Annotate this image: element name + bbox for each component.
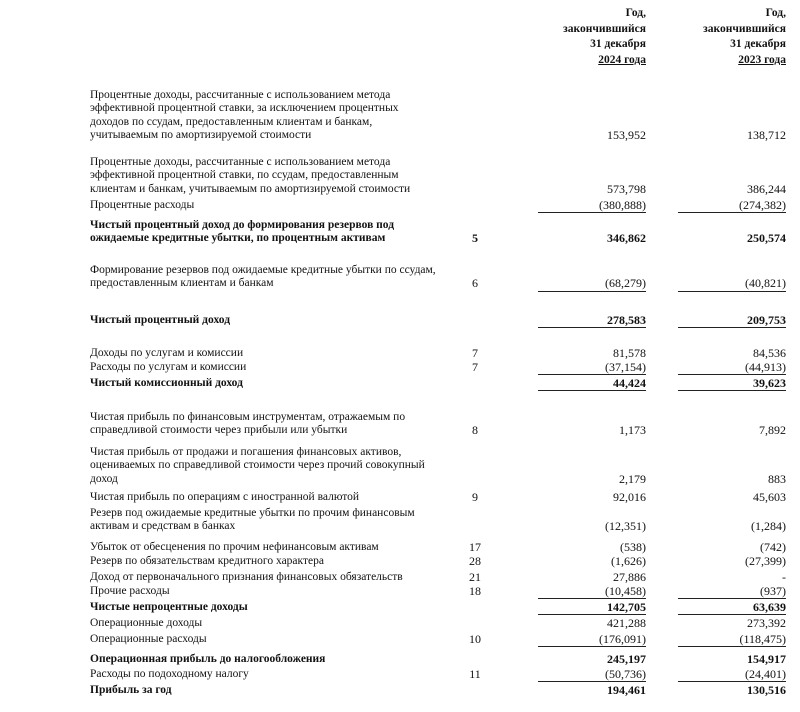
value-2023: 7,892 — [759, 423, 786, 438]
row-label: Процентные расходы — [90, 199, 195, 211]
value-2023: 386,244 — [747, 181, 786, 196]
value-2023: (27,399) — [745, 554, 786, 568]
value-2023: (1,284) — [751, 519, 786, 534]
row-label: Расходы по подоходному налогу — [90, 668, 249, 680]
row-label: Чистый комиссионный доход — [90, 377, 243, 389]
row-note: 6 — [472, 276, 478, 291]
value-2023: 250,574 — [747, 231, 786, 246]
value-2023: (274,382) — [678, 199, 786, 213]
row-label: Доход от первоначального признания финансовых обязательств — [90, 571, 403, 583]
header-line: 31 декабря — [730, 38, 786, 50]
value-2024: (12,351) — [605, 519, 646, 534]
value-2024: 27,886 — [613, 570, 646, 584]
value-2023: (44,913) — [678, 361, 786, 375]
row-note: 21 — [469, 570, 481, 584]
row-note: 18 — [469, 584, 481, 598]
row-label: Резерв по обязательствам кредитного характера — [90, 555, 324, 567]
row-label: Операционные расходы — [90, 633, 207, 645]
value-2024: (37,154) — [538, 361, 646, 375]
row-label: Процентные доходы, рассчитанные с использованием метода эффективной процентной ставки, по ссудам, предоставленным клиентам и банкам, учитываемым по амортизируемой стоимости — [90, 156, 411, 195]
value-2024: 153,952 — [607, 128, 646, 143]
row-note: 9 — [472, 490, 478, 504]
value-2024: 194,461 — [607, 683, 646, 697]
value-2023: 138,712 — [747, 128, 786, 143]
value-2024: (10,458) — [538, 585, 646, 599]
value-2024: 1,173 — [619, 423, 646, 438]
row-label: Формирование резервов под ожидаемые кредитные убытки по ссудам, предоставленным клиентам и банкам — [90, 264, 436, 290]
column-header-2023 — [656, 6, 786, 68]
row-label: Чистый процентный доход — [90, 314, 231, 326]
row-label: Операционные доходы — [90, 617, 203, 629]
value-2023: 883 — [768, 471, 786, 486]
value-2024: 142,705 — [538, 601, 646, 615]
row-label: Чистая прибыль от продажи и погашения финансовых активов, оцениваемых по справедливой стоимости через прочий совокупный доход — [90, 446, 425, 485]
row-label: Резерв под ожидаемые кредитные убытки по прочим финансовым активам и средствам в банках — [90, 507, 415, 533]
row-note: 17 — [469, 540, 481, 554]
value-2023: 39,623 — [678, 377, 786, 391]
row-label: Операционная прибыль до налогообложения — [90, 653, 326, 665]
value-2024: 2,179 — [619, 471, 646, 486]
value-2024: 92,016 — [613, 490, 646, 504]
header-line: 31 декабря — [590, 38, 646, 50]
row-label: Прибыль за год — [90, 684, 172, 696]
value-2023: - — [782, 570, 786, 584]
value-2024: 573,798 — [607, 181, 646, 196]
row-note: 8 — [472, 423, 478, 438]
header-line: Год, — [765, 7, 786, 19]
row-label: Чистая прибыль по финансовым инструментам, отражаемым по справедливой стоимости через прибыли или убытки — [90, 411, 406, 437]
row-note: 10 — [469, 632, 481, 646]
value-2024: (538) — [620, 540, 646, 554]
column-header-2024 — [516, 6, 646, 68]
value-2023: 154,917 — [747, 652, 786, 666]
value-2024: (176,091) — [538, 633, 646, 647]
value-2024: 346,862 — [607, 231, 646, 246]
row-label: Расходы по услугам и комиссии — [90, 361, 247, 373]
value-2024: 81,578 — [613, 346, 646, 360]
row-note: 28 — [469, 554, 481, 568]
value-2024: 421,288 — [607, 616, 646, 630]
value-2023: 84,536 — [753, 346, 786, 360]
row-label: Доходы по услугам и комиссии — [90, 347, 244, 359]
row-note: 5 — [472, 231, 478, 246]
value-2023: (40,821) — [678, 277, 786, 291]
value-2023: (24,401) — [678, 668, 786, 682]
row-note: 7 — [472, 360, 478, 374]
value-2024: 278,583 — [538, 314, 646, 328]
value-2023: 273,392 — [747, 616, 786, 630]
header-line: закончившийся — [703, 22, 786, 35]
value-2024: (68,279) — [538, 277, 646, 291]
value-2024: 245,197 — [607, 652, 646, 666]
value-2023: (742) — [760, 540, 786, 554]
value-2023: (937) — [678, 585, 786, 599]
value-2023: (118,475) — [678, 633, 786, 647]
row-label: Чистая прибыль по операциям с иностранной валютой — [90, 491, 360, 503]
header-line: 2024 года — [598, 53, 646, 66]
row-label: Убыток от обесценения по прочим нефинансовым активам — [90, 541, 379, 553]
value-2023: 209,753 — [678, 314, 786, 328]
value-2024: (380,888) — [538, 199, 646, 213]
header-line: Год, — [625, 7, 646, 19]
row-note: 7 — [472, 346, 478, 360]
value-2024: (50,736) — [538, 668, 646, 682]
value-2023: 130,516 — [747, 683, 786, 697]
value-2023: 63,639 — [678, 601, 786, 615]
row-label: Прочие расходы — [90, 585, 170, 597]
row-label: Чистый процентный доход до формирования резервов под ожидаемые кредитные убытки, по процентным активам — [90, 219, 395, 245]
row-label: Чистые непроцентные доходы — [90, 601, 248, 613]
header-line: закончившийся — [563, 22, 646, 35]
row-note: 11 — [469, 667, 481, 681]
value-2024: (1,626) — [611, 554, 646, 568]
header-line: 2023 года — [738, 53, 786, 66]
value-2023: 45,603 — [753, 490, 786, 504]
row-label: Процентные доходы, рассчитанные с использованием метода эффективной процентной ставки, за исключением процентных доходов по ссудам, предоставленным клиентам и банкам, учитываемым по амортизируемой стоимости — [90, 89, 399, 142]
value-2024: 44,424 — [538, 377, 646, 391]
